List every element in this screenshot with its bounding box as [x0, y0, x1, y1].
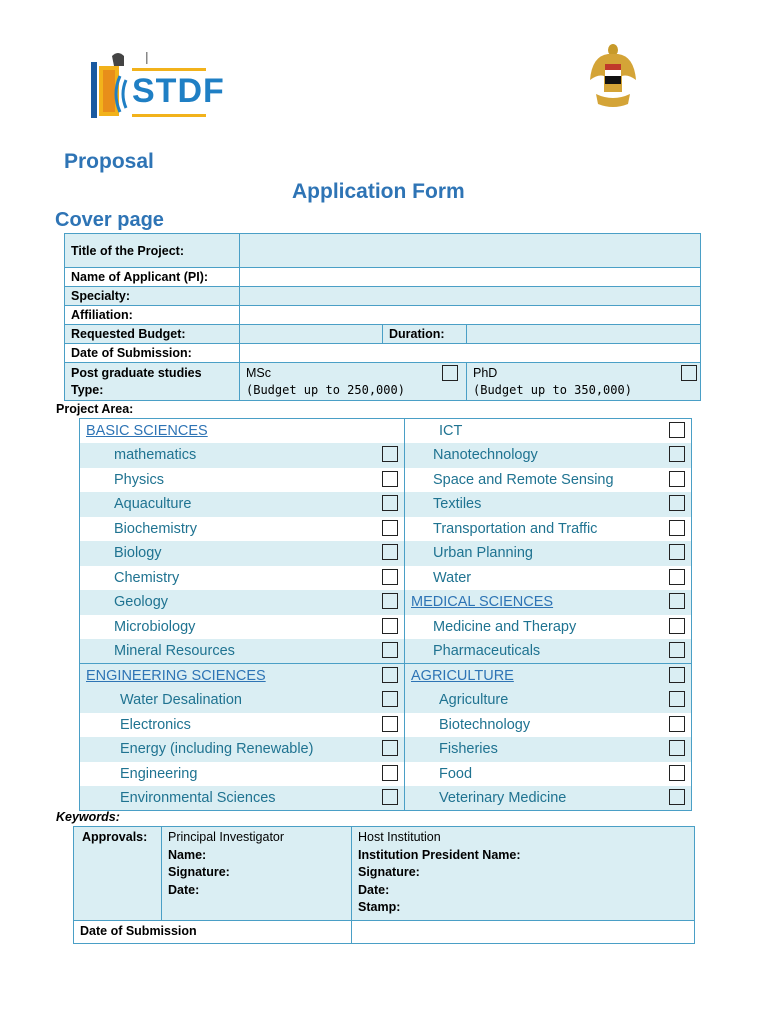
area-item-left — [80, 762, 405, 787]
project-area-row — [80, 566, 692, 591]
pi-name-label: Name: — [168, 847, 207, 862]
area-label: Water — [433, 569, 472, 586]
submission-label: Date of Submission: — [65, 344, 240, 363]
area-checkbox[interactable] — [382, 544, 398, 560]
area-label: Geology — [114, 594, 169, 611]
phd-option[interactable] — [467, 363, 701, 401]
project-area-row — [80, 492, 692, 517]
project-area-row — [80, 688, 692, 713]
area-label: ICT — [439, 423, 463, 439]
area-checkbox[interactable] — [382, 471, 398, 487]
pg-label-line2: Type: — [71, 382, 104, 397]
budget-field[interactable] — [240, 325, 383, 344]
area-checkbox[interactable] — [669, 765, 685, 781]
area-checkbox[interactable] — [669, 422, 685, 438]
area-checkbox[interactable] — [382, 495, 398, 511]
area-checkbox[interactable] — [382, 740, 398, 756]
pg-label-line1: Post graduate studies — [71, 365, 202, 380]
area-label: Fisheries — [439, 741, 498, 758]
area-label: AGRICULTURE — [411, 668, 514, 684]
area-checkbox[interactable] — [382, 618, 398, 634]
area-checkbox[interactable] — [669, 593, 685, 609]
area-label: Mineral Resources — [114, 643, 235, 659]
area-item-right — [405, 541, 692, 566]
project-area-row — [80, 713, 692, 738]
title-field[interactable] — [240, 234, 701, 268]
area-checkbox[interactable] — [669, 667, 685, 683]
area-checkbox[interactable] — [669, 642, 685, 658]
area-item-left — [80, 566, 405, 591]
date-of-submission-label: Date of Submission — [74, 921, 352, 944]
msc-label: MSc — [246, 365, 271, 380]
project-area-row — [80, 517, 692, 542]
area-label: Food — [439, 765, 473, 782]
approvals-label: Approvals: — [74, 827, 162, 921]
area-item-left — [80, 468, 405, 493]
area-item-left — [80, 590, 405, 615]
area-label: ENGINEERING SCIENCES — [86, 668, 266, 684]
specialty-label: Specialty: — [65, 287, 240, 306]
host-signature-label: Signature: — [358, 865, 420, 879]
area-label: Physics — [114, 471, 164, 488]
pi-title: Principal Investigator — [168, 830, 285, 844]
eagle-emblem-icon — [588, 40, 638, 112]
area-checkbox[interactable] — [382, 593, 398, 609]
section-heading-left — [80, 419, 405, 444]
area-item-right — [405, 468, 692, 493]
applicant-label: Name of Applicant (PI): — [65, 268, 240, 287]
host-title: Host Institution — [358, 830, 441, 844]
area-label: Textiles — [433, 496, 482, 513]
egypt-emblem — [588, 40, 638, 112]
proposal-heading: Proposal — [64, 150, 154, 173]
msc-budget: (Budget up to 250,000) — [246, 382, 405, 397]
pi-signature-label: Signature: — [168, 865, 230, 879]
project-area-row — [80, 639, 692, 664]
keywords-label: Keywords: — [56, 810, 120, 824]
section-heading-right — [405, 664, 692, 689]
area-checkbox[interactable] — [382, 642, 398, 658]
area-label: Nanotechnology — [433, 447, 538, 464]
msc-option[interactable] — [240, 363, 467, 401]
area-item-left — [80, 517, 405, 542]
area-item-left — [80, 492, 405, 517]
pi-date-label: Date: — [168, 882, 200, 897]
area-label: Chemistry — [114, 569, 180, 586]
area-label: Aquaculture — [114, 496, 192, 513]
area-checkbox[interactable] — [382, 667, 398, 683]
project-area-row — [80, 443, 692, 468]
area-item-left — [80, 688, 405, 713]
area-item-right — [405, 762, 692, 787]
cover-page-heading: Cover page — [55, 209, 164, 231]
phd-checkbox[interactable] — [681, 365, 697, 381]
area-label: Pharmaceuticals — [433, 643, 541, 659]
msc-checkbox[interactable] — [442, 365, 458, 381]
area-item-right — [405, 688, 692, 713]
area-checkbox[interactable] — [669, 716, 685, 732]
area-item-left — [80, 737, 405, 762]
area-checkbox[interactable] — [669, 691, 685, 707]
area-label: Space and Remote Sensing — [433, 471, 614, 488]
project-area-row — [80, 786, 692, 811]
area-checkbox[interactable] — [669, 740, 685, 756]
area-item-left — [80, 786, 405, 811]
area-item-right — [405, 639, 692, 664]
pi-approval-cell — [162, 827, 352, 921]
area-checkbox[interactable] — [382, 569, 398, 585]
logo-text: STDF — [132, 72, 225, 110]
project-area-row — [80, 590, 692, 615]
area-item-right — [405, 615, 692, 640]
date-of-submission-field[interactable] — [352, 921, 695, 944]
project-area-row — [80, 615, 692, 640]
title-label: Title of the Project: — [65, 234, 240, 268]
area-label: Energy (including Renewable) — [120, 741, 314, 758]
project-area-label: Project Area: — [56, 402, 134, 416]
affiliation-label: Affiliation: — [65, 306, 240, 325]
duration-field[interactable] — [467, 325, 701, 344]
section-heading-right — [405, 590, 692, 615]
area-checkbox[interactable] — [382, 691, 398, 707]
project-area-row — [80, 541, 692, 566]
host-stamp-label: Stamp: — [358, 900, 401, 914]
area-item-right — [405, 566, 692, 591]
area-checkbox[interactable] — [669, 446, 685, 462]
area-item-left — [80, 713, 405, 738]
area-label: Engineering — [120, 765, 198, 782]
budget-label: Requested Budget: — [65, 325, 240, 344]
area-label: Urban Planning — [433, 545, 533, 562]
area-checkbox[interactable] — [669, 618, 685, 634]
area-label: mathematics — [114, 447, 197, 464]
area-label: Microbiology — [114, 618, 196, 635]
area-label: Biotechnology — [439, 716, 531, 733]
project-area-row — [80, 762, 692, 787]
area-item-right — [405, 419, 692, 444]
cover-info-table — [64, 233, 701, 401]
pg-studies-label — [65, 363, 240, 401]
duration-label: Duration: — [383, 325, 467, 344]
area-item-left — [80, 541, 405, 566]
host-approval-cell — [352, 827, 695, 921]
specialty-field[interactable] — [240, 287, 701, 306]
area-item-right — [405, 786, 692, 811]
area-checkbox[interactable] — [669, 789, 685, 805]
area-label: Environmental Sciences — [120, 790, 276, 806]
area-label: Biology — [114, 545, 162, 562]
area-checkbox[interactable] — [382, 765, 398, 781]
project-area-row — [80, 664, 692, 689]
area-checkbox[interactable] — [669, 544, 685, 560]
project-area-row — [80, 468, 692, 493]
area-label: Electronics — [120, 716, 191, 733]
submission-field[interactable] — [240, 344, 701, 363]
area-label: Medicine and Therapy — [433, 618, 577, 635]
project-area-row — [80, 737, 692, 762]
area-item-right — [405, 713, 692, 738]
area-checkbox[interactable] — [669, 471, 685, 487]
area-item-right — [405, 443, 692, 468]
area-checkbox[interactable] — [382, 520, 398, 536]
area-checkbox[interactable] — [382, 446, 398, 462]
application-form-heading: Application Form — [292, 180, 465, 203]
area-checkbox[interactable] — [669, 520, 685, 536]
phd-label: PhD — [473, 365, 498, 380]
area-label: MEDICAL SCIENCES — [411, 594, 554, 611]
area-label: Agriculture — [439, 692, 509, 709]
area-item-left — [80, 443, 405, 468]
area-checkbox[interactable] — [669, 495, 685, 511]
area-label: BASIC SCIENCES — [86, 423, 208, 439]
area-item-left — [80, 639, 405, 664]
area-item-right — [405, 492, 692, 517]
host-date-label: Date: — [358, 882, 390, 897]
area-item-right — [405, 737, 692, 762]
project-area-table — [79, 418, 692, 811]
section-heading-left — [80, 664, 405, 689]
applicant-field[interactable] — [240, 268, 701, 287]
approvals-table — [73, 826, 695, 944]
project-area-row — [80, 419, 692, 444]
stdf-logo — [84, 48, 225, 124]
area-checkbox[interactable] — [382, 789, 398, 805]
area-item-left — [80, 615, 405, 640]
phd-budget: (Budget up to 350,000) — [473, 382, 632, 397]
area-label: Biochemistry — [114, 520, 197, 537]
affiliation-field[interactable] — [240, 306, 701, 325]
host-president-label: Institution President Name: — [358, 847, 521, 862]
area-checkbox[interactable] — [382, 716, 398, 732]
area-label: Transportation and Traffic — [433, 520, 598, 537]
area-label: Water Desalination — [120, 692, 242, 709]
area-item-right — [405, 517, 692, 542]
area-checkbox[interactable] — [669, 569, 685, 585]
area-label: Veterinary Medicine — [439, 790, 567, 806]
